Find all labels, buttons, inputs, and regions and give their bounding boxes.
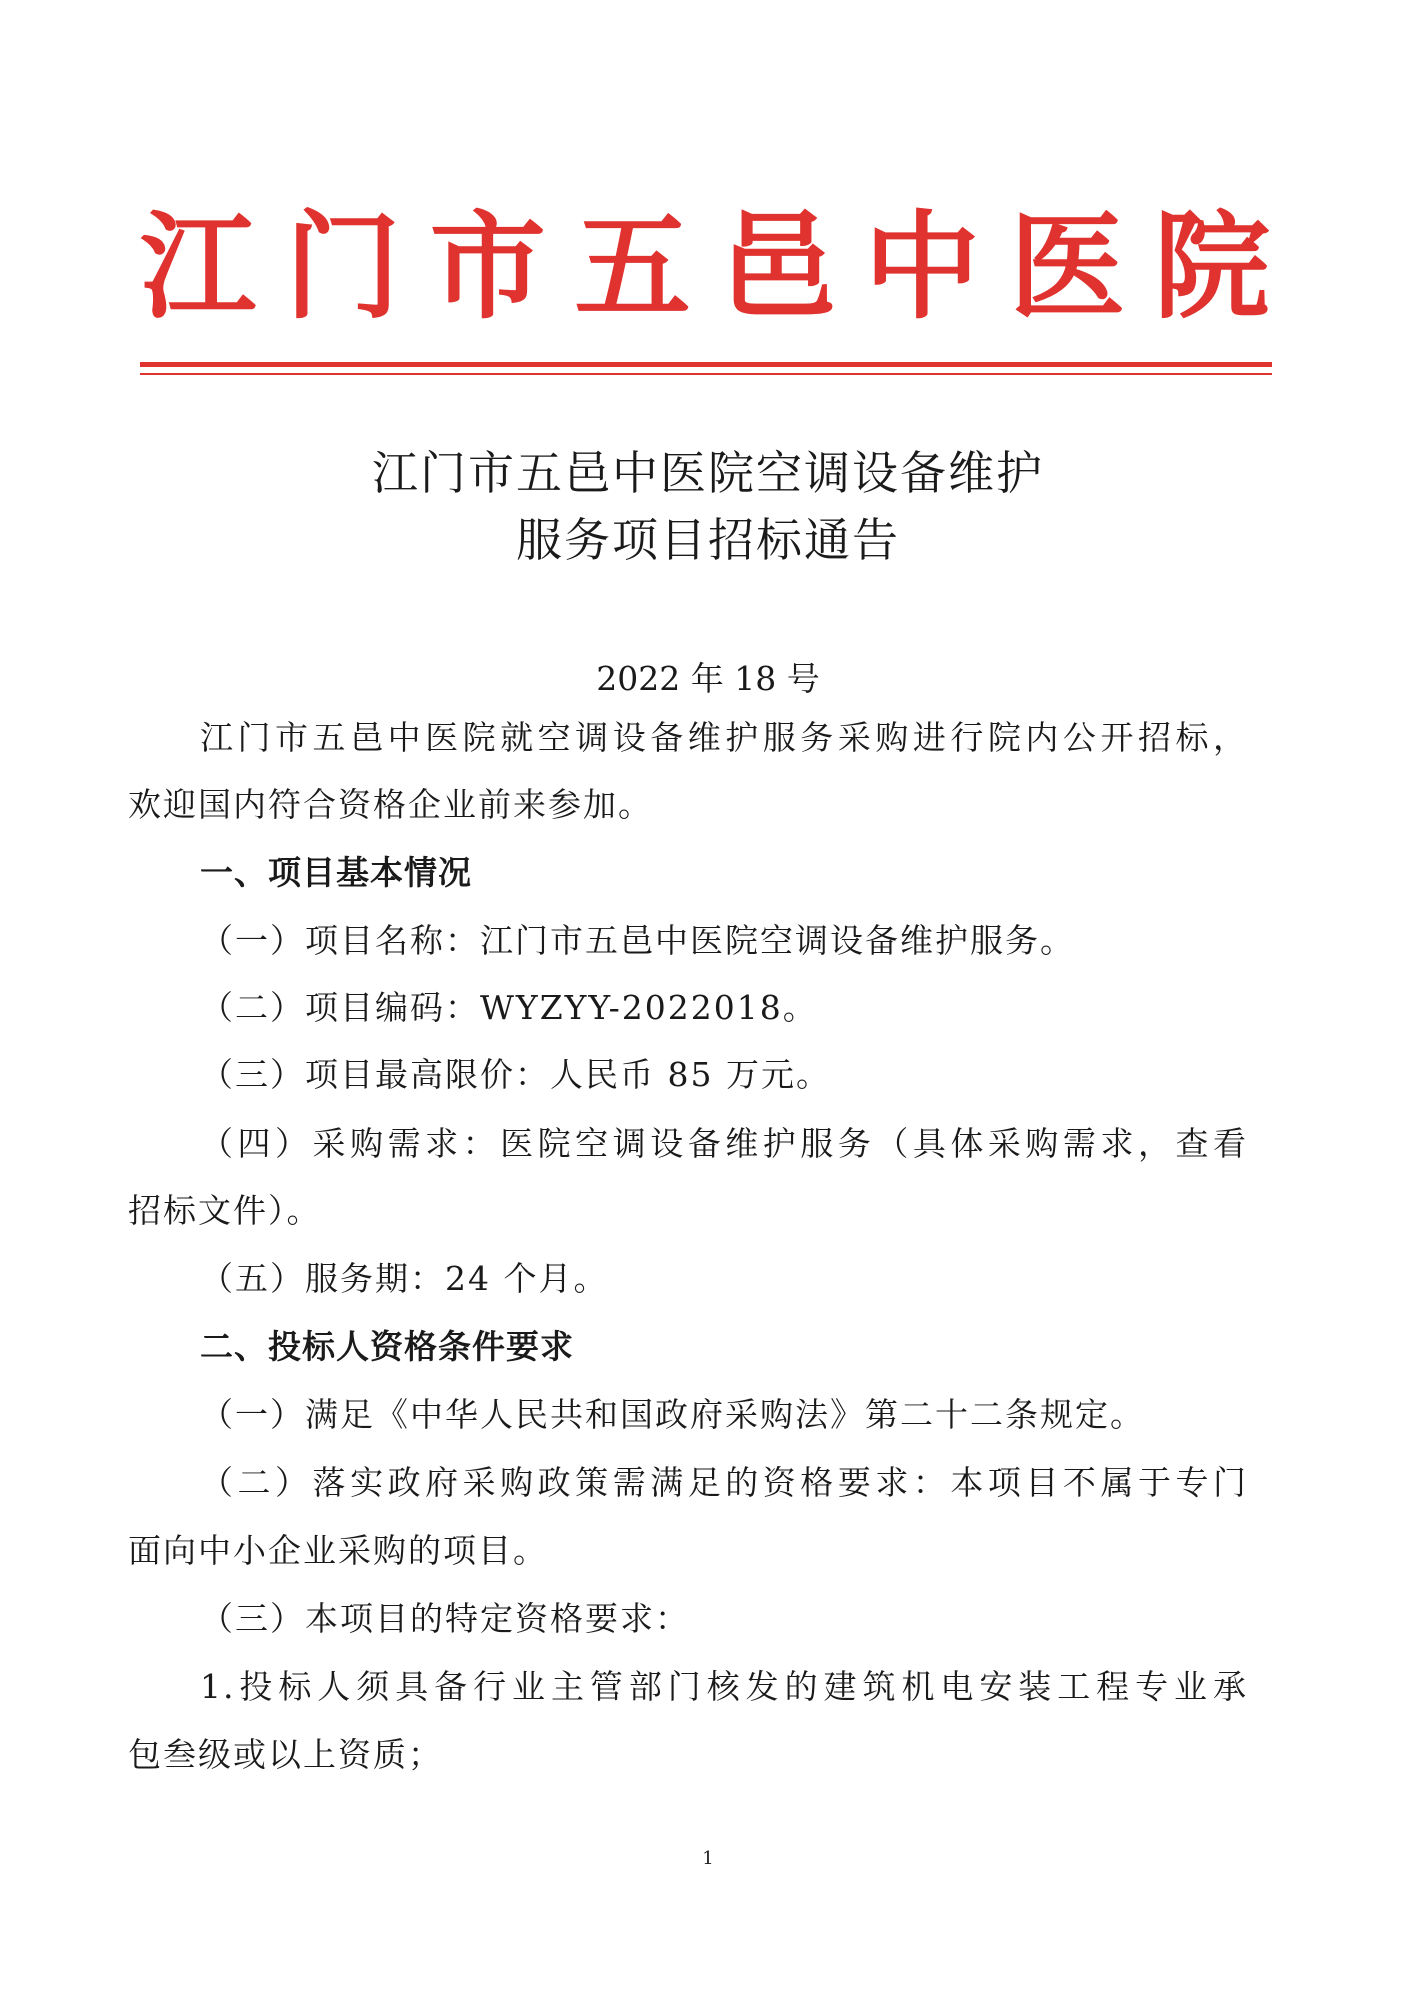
- list-item: （三）项目最高限价：人民币 85 万元。: [200, 1055, 831, 1094]
- masthead-char: 五: [574, 199, 691, 335]
- list-item: 1.投标人须具备行业主管部门核发的建筑机电安装工程专业承: [200, 1667, 1248, 1706]
- section-heading-project-info: 一、项目基本情况: [200, 853, 472, 892]
- masthead-char: 中: [864, 199, 981, 335]
- list-item: （一）满足《中华人民共和国政府采购法》第二十二条规定。: [200, 1395, 1145, 1434]
- notice-title-line-2: 服务项目招标通告: [516, 513, 900, 567]
- section-heading-bidder-requirements: 二、投标人资格条件要求: [200, 1327, 574, 1366]
- masthead-char: 江: [140, 199, 256, 335]
- notice-title-line-1: 江门市五邑中医院空调设备维护: [372, 446, 1044, 500]
- masthead-rule-thick: [140, 362, 1272, 367]
- list-item-continuation: 招标文件）。: [128, 1191, 322, 1230]
- list-item: （三）本项目的特定资格要求：: [200, 1599, 690, 1638]
- masthead-char: 邑: [719, 199, 836, 335]
- masthead-rule-thin: [140, 373, 1272, 375]
- list-item-continuation: 包叁级或以上资质；: [128, 1735, 443, 1774]
- list-item: （四）采购需求：医院空调设备维护服务（具体采购需求，查看: [200, 1124, 1248, 1163]
- masthead-char: 门: [284, 199, 401, 335]
- intro-paragraph-line: 江门市五邑中医院就空调设备维护服务采购进行院内公开招标，: [200, 718, 1248, 757]
- document-number: 2022 年 18 号: [596, 659, 820, 698]
- list-item: （二）落实政府采购政策需满足的资格要求：本项目不属于专门: [200, 1463, 1248, 1502]
- masthead-title: [140, 200, 1270, 335]
- masthead-char: 市: [429, 199, 546, 335]
- masthead-char: 医: [1009, 199, 1126, 335]
- list-item-continuation: 面向中小企业采购的项目。: [128, 1531, 548, 1570]
- masthead-char: 院: [1153, 199, 1270, 335]
- list-item: （五）服务期：24 个月。: [200, 1259, 609, 1298]
- list-item: （二）项目编码：WYZYY-2022018。: [200, 988, 818, 1027]
- intro-paragraph-line: 欢迎国内符合资格企业前来参加。: [128, 785, 653, 824]
- list-item: （一）项目名称：江门市五邑中医院空调设备维护服务。: [200, 921, 1075, 960]
- page-number: 1: [702, 1848, 714, 1869]
